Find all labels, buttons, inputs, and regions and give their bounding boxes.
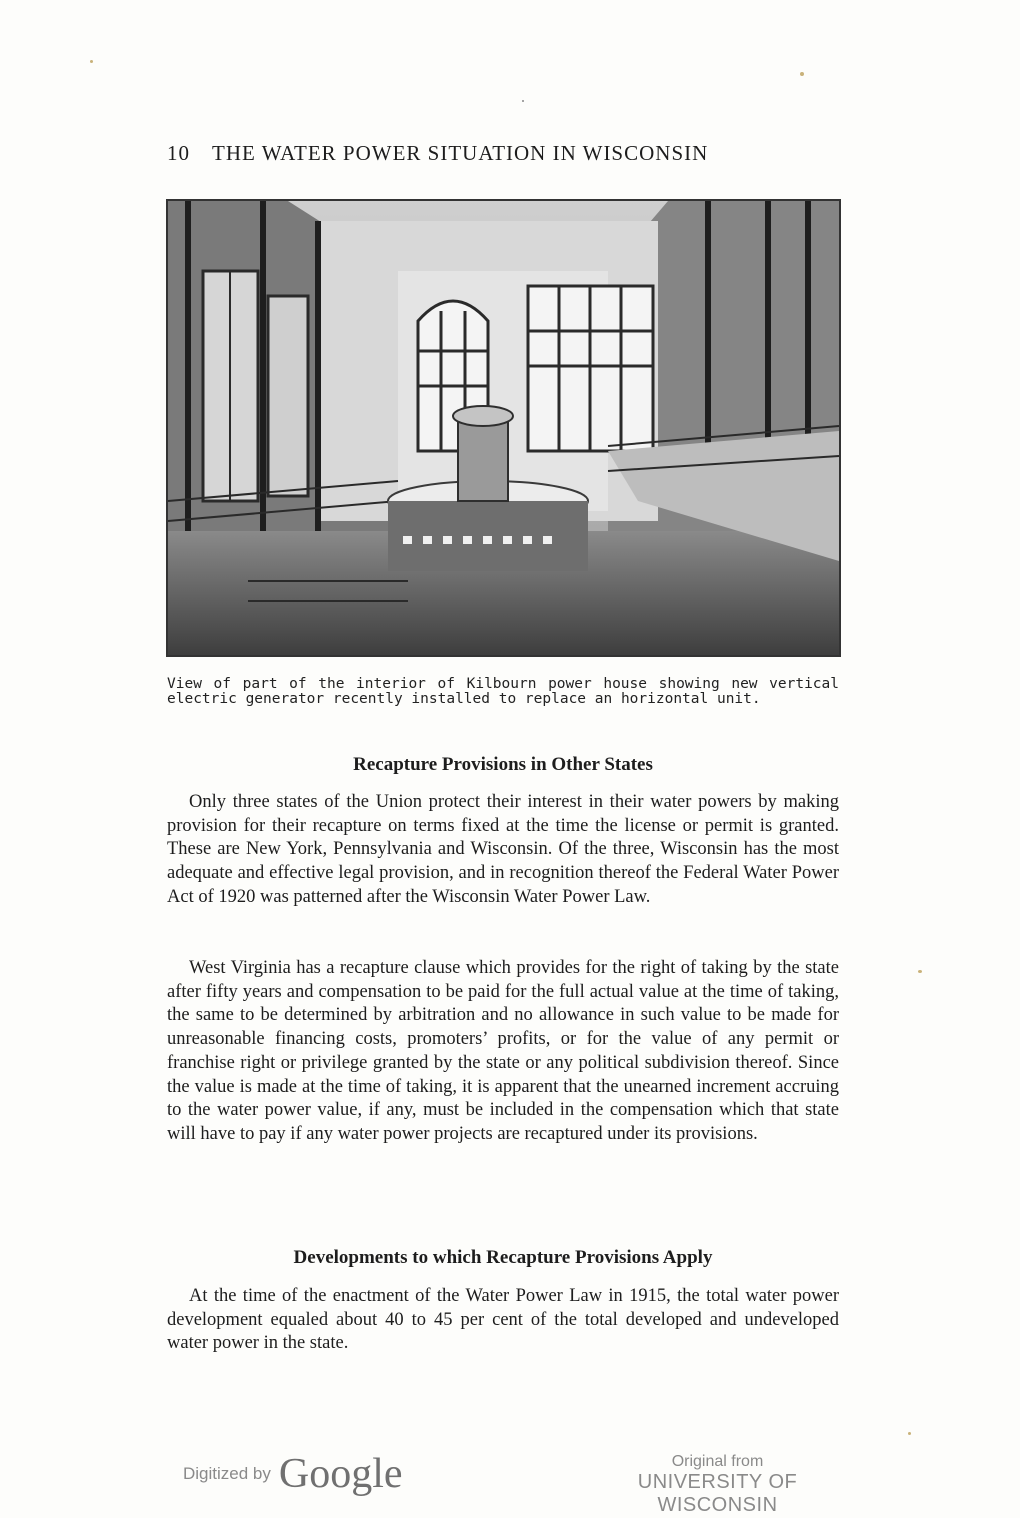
- original-from-label: Original from: [671, 1453, 764, 1470]
- google-logo: Google: [278, 1451, 403, 1497]
- digitized-by-google-watermark: [183, 1450, 403, 1498]
- institution-label: UNIVERSITY OF WISCONSIN: [637, 1471, 798, 1516]
- running-title: THE WATER POWER SITUATION IN WISCONSIN: [212, 141, 709, 165]
- section-heading-developments: Developments to which Recapture Provisions Apply: [293, 1247, 713, 1268]
- paper-speck: [908, 1432, 911, 1435]
- powerhouse-interior-photo: [166, 199, 841, 657]
- paper-speck: [918, 970, 922, 973]
- original-from-watermark: [585, 1453, 850, 1517]
- paragraph-west-virginia: West Virginia has a recapture clause which provides for the right of taking by the state after fifty years and compensation to be paid for the full actual value at the time of taking, the same to be determined by arbitration and no allowance in such value to be made for unreasonable financing costs, promoters’ profits, or for the value of any permit or franchise right or privilege granted by the state or any political subdivision thereof. Since the value is made at the time of taking, it is apparent that the unearned increment accruing to the water power value, if any, must be included in the compensation which that state will have to pay if any water power projects are recaptured under its provisions.: [167, 958, 839, 1144]
- running-header: [167, 141, 847, 166]
- paragraph-enactment-1915: At the time of the enactment of the Water Power Law in 1915, the total water power development equaled about 40 to 45 per cent of the total developed and undeveloped water power in the state.: [167, 1286, 839, 1354]
- paragraph-three-states: Only three states of the Union protect their interest in their water powers by making provision for their recapture on terms fixed at the time the license or permit is granted. These are New York, Pennsylvania and Wisconsin. Of the three, Wisconsin has the most adequate and effective legal provision, and in recognition thereof the Federal Water Power Act of 1920 was patterned after the Wisconsin Water Power Law.: [167, 792, 839, 907]
- section-heading-recapture-other-states: Recapture Provisions in Other States: [353, 754, 653, 775]
- photo-caption: View of part of the interior of Kilbourn power house showing new vertical electric generator recently installed to replace an horizontal unit.: [167, 676, 839, 707]
- paper-speck: [90, 60, 93, 63]
- digitized-by-label: Digitized by: [183, 1464, 271, 1483]
- paper-speck: [522, 100, 524, 102]
- paper-speck: [800, 72, 804, 76]
- page-number: 10: [167, 141, 190, 165]
